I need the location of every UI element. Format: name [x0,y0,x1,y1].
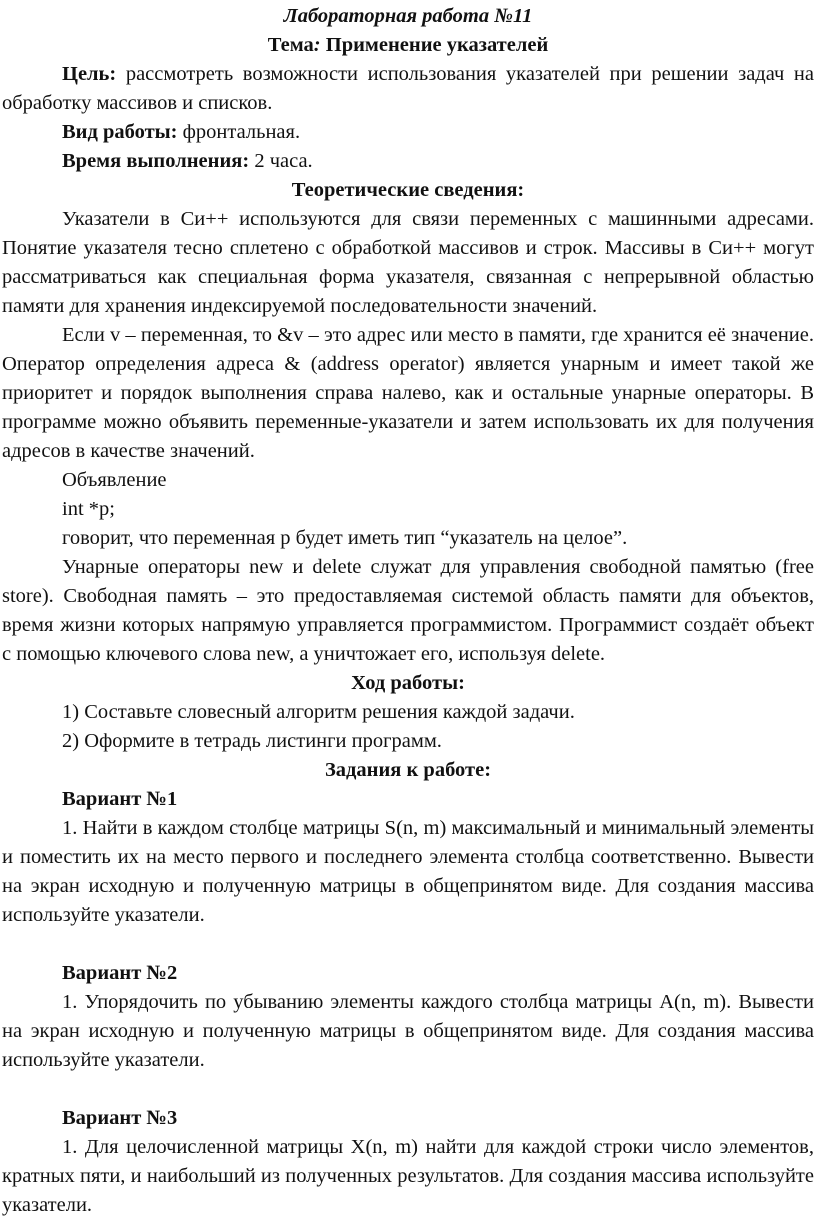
theory-paragraph-2: Если v – переменная, то &v – это адрес или место в памяти, где хранится её значение. Оператор определения адреса & (address operator) является унарным и имеет такой же приоритет и порядок выполнения справа налево, как и остальные унарные операторы. В программе можно объявить переменные-указатели и затем использовать их для получения адресов в качестве значений. [2,324,814,462]
theory-paragraph-4: Унарные операторы new и delete служат для управления свободной памятью (free store). Свободная память – это предоставляемая системой область памяти для объектов, время жизни которых напрямую управляется программистом. Программист создаёт объект с помощью ключевого слова new, а уничтожает его, используя delete. [2,556,814,665]
variant-1-title: Вариант №1 [62,788,178,810]
lab-title: Лабораторная работа №11 [283,5,533,27]
work-type-label: Вид работы: [62,121,178,143]
declaration-label: Объявление [62,469,167,491]
variant-2-task: 1. Упорядочить по убыванию элементы каждого столбца матрицы A(n, m). Вывести на экран исходную и полученную матрицы в общепринятом виде. Для создания массива используйте указатели. [2,991,814,1071]
topic-label: Тема [267,34,314,56]
procedure-item-text: Оформите в тетрадь листинги программ. [84,730,442,752]
spacer [2,1075,814,1104]
procedure-heading: Ход работы: [351,672,465,694]
procedure-item-text: Составьте словесный алгоритм решения каждой задачи. [84,701,575,723]
variant-3-title: Вариант №3 [62,1107,178,1129]
topic-line [2,31,814,60]
variant-3-task: 1. Для целочисленной матрицы X(n, m) найти для каждой строки число элементов, кратных пяти, и наибольший из полученных результатов. Для создания массива используйте указатели. [2,1136,814,1216]
time-label: Время выполнения: [62,150,250,172]
work-type-text: фронтальная. [177,121,301,143]
procedure-item-number: 1) [62,701,80,723]
procedure-item-number: 2) [62,730,80,752]
variant-1-task: 1. Найти в каждом столбце матрицы S(n, m) максимальный и минимальный элементы и поместить их на место первого и последнего элемента столбца соответственно. Вывести на экран исходную и полученную матрицы в общепринятом виде. Для создания массива используйте указатели. [2,817,814,926]
procedure-item-2 [2,727,814,756]
spacer [2,930,814,959]
tasks-heading: Задания к работе: [324,759,492,781]
theory-paragraph-3: говорит, что переменная p будет иметь тип “указатель на целое”. [62,527,628,549]
work-type-line [2,118,814,147]
goal-text: рассмотреть возможности использования указателей при решении задач на обработку массивов и списков. [2,63,814,114]
time-text: 2 часа. [249,150,313,172]
variant-2-title: Вариант №2 [62,962,178,984]
goal-label: Цель: [62,63,117,85]
topic-colon: : [313,34,321,56]
topic-text: Применение указателей [320,34,549,56]
time-line [2,147,814,176]
goal-paragraph [2,60,814,118]
code-declaration: int *p; [62,498,115,520]
theory-paragraph-1: Указатели в Си++ используются для связи переменных с машинными адресами. Понятие указателя тесно сплетено с обработкой массивов и строк. Массивы в Си++ могут рассматриваться как специальная форма указателя, связанная с непрерывной областью памяти для хранения индексируемой последовательности значений. [2,208,814,317]
procedure-item-1 [2,698,814,727]
theory-heading: Теоретические сведения: [291,179,525,201]
document-title [2,2,814,31]
